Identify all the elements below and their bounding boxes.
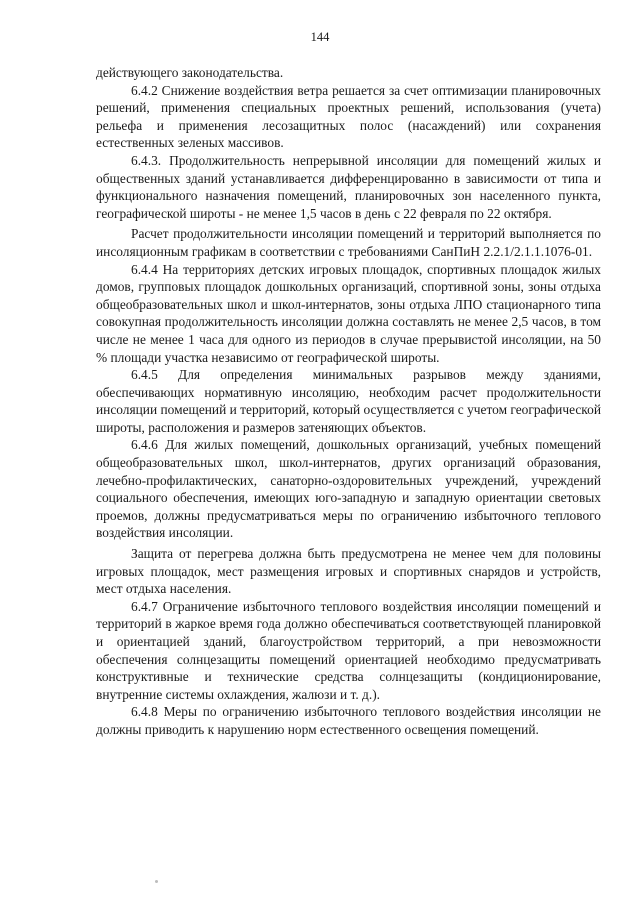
paragraph-continuation: действующего законодательства. [96,65,284,80]
paragraph-6-4-7: 6.4.7 Ограничение избыточного теплового воздействия инсоляции помещений и территорий в жаркое время года должно обеспечиваться соответствующей планировкой и ориентацией зданий, благоустройством территорий, а при невозможности обеспечения солнцезащиты помещений ориентацией необходимо предусматривать конструктивные и технические средства солнцезащиты (кондиционирование, внутренние системы охлаждения, жалюзи и т. д.). [96,598,601,702]
paragraph-6-4-4: 6.4.4 На территориях детских игровых площадок, спортивных площадок жилых домов, групповых площадок дошкольных организаций, спортивной зоны, зоны отдыха общеобразовательных школ и школ-интернатов, зоны отдыха ЛПО стационарного типа совокупная продолжительность инсоляции должна составлять не менее 2,5 часов, в том числе не менее 1 часа для одного из периодов в случае прерывистой инсоляции, на 50 % площади участка независимо от географической широты. [96,261,601,365]
scan-speck [155,880,158,883]
paragraph-6-4-5: 6.4.5 Для определения минимальных разрывов между зданиями, обеспечивающих нормативную инсоляцию, необходим расчет продолжительности инсоляции помещений и территорий, который осуществляется с учетом географической широты, расположения и размеров затеняющих объектов. [96,367,601,435]
document-body [96,64,601,739]
paragraph-overheating-protection: Защита от перегрева должна быть предусмотрена не менее чем для половины игровых площадок, мест размещения игровых и спортивных снарядов и устройств, мест отдыха населения. [96,546,601,597]
page-number: 144 [310,30,330,44]
paragraph-6-4-3: 6.4.3. Продолжительность непрерывной инсоляции для помещений жилых и общественных зданий устанавливается дифференцированно в зависимости от типа и функционального назначения помещений, планировочных зон населенного пункта, географической широты - не менее 1,5 часов в день с 22 февраля по 22 октября. [96,152,601,221]
paragraph-6-4-2: 6.4.2 Снижение воздействия ветра решается за счет оптимизации планировочных решений, применения специальных проектных решений, использования (учета) рельефа и применения лесозащитных полос (насаждений) или сохранения естественных зеленых массивов. [96,82,601,151]
paragraph-insolation-calculation: Расчет продолжительности инсоляции помещений и территорий выполняется по инсоляционным графикам в соответствии с требованиями СанПиН 2.2.1/2.1.1.1076-01. [96,226,601,259]
paragraph-6-4-8: 6.4.8 Меры по ограничению избыточного теплового воздействия инсоляции не должны приводить к нарушению норм естественного освещения помещений. [96,704,601,737]
paragraph-6-4-6: 6.4.6 Для жилых помещений, дошкольных организаций, учебных помещений общеобразовательных школ, школ-интернатов, других организаций образования, лечебно-профилактических, санаторно-оздоровительных учреждений, учреждений социального обеспечения, имеющих юго-западную и западную ориентации световых проемов, должны предусматриваться меры по ограничению избыточного теплового воздействия инсоляции. [96,437,601,541]
